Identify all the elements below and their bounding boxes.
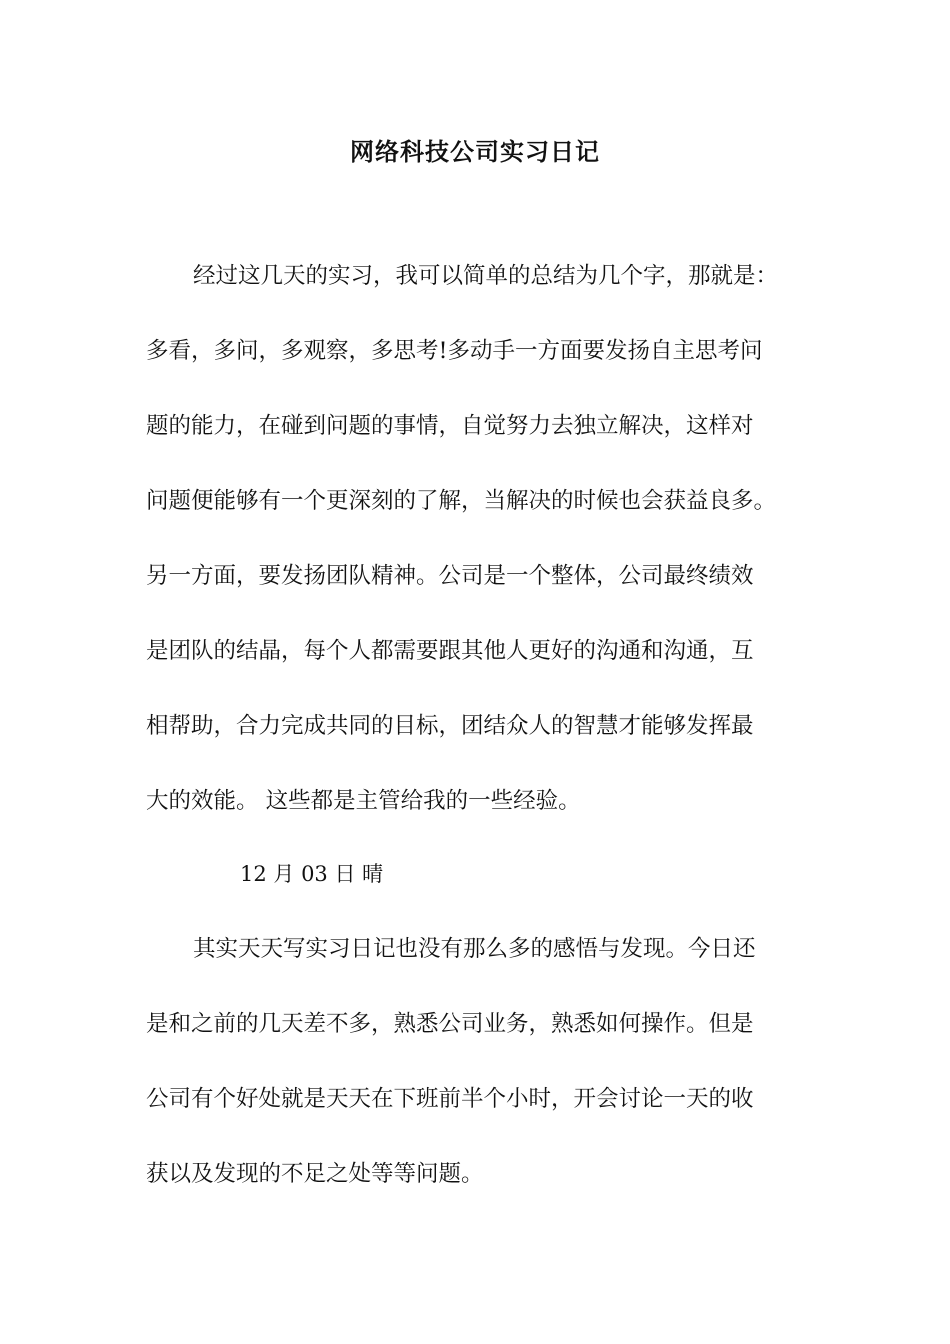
paragraph-line: 另一方面，要发扬团队精神。公司是一个整体，公司最终绩效 — [146, 563, 754, 589]
paragraph-line: 相帮助，合力完成共同的目标，团结众人的智慧才能够发挥最 — [146, 713, 754, 739]
paragraph-line: 大的效能。 这些都是主管给我的一些经验。 — [146, 788, 581, 814]
paragraph-line: 问题便能够有一个更深刻的了解，当解决的时候也会获益良多。 — [146, 488, 777, 514]
paragraph-line: 是和之前的几天差不多，熟悉公司业务，熟悉如何操作。但是 — [146, 1011, 754, 1037]
paragraph-line: 其实天天写实习日记也没有那么多的感悟与发现。今日还 — [193, 936, 756, 962]
paragraph-line: 题的能力，在碰到问题的事情，自觉努力去独立解决，这样对 — [146, 413, 754, 439]
document-title: 网络科技公司实习日记 — [350, 137, 600, 166]
paragraph-line: 是团队的结晶，每个人都需要跟其他人更好的沟通和沟通，互 — [146, 638, 754, 664]
paragraph-line: 经过这几天的实习，我可以简单的总结为几个字，那就是： — [193, 263, 779, 289]
paragraph-line: 公司有个好处就是天天在下班前半个小时，开会讨论一天的收 — [146, 1086, 754, 1112]
date-weather-line: 12 月 03 日 晴 — [240, 862, 384, 886]
paragraph-line: 获以及发现的不足之处等等问题。 — [146, 1161, 484, 1187]
paragraph-line: 多看，多问，多观察，多思考!多动手一方面要发扬自主思考问 — [146, 338, 763, 364]
